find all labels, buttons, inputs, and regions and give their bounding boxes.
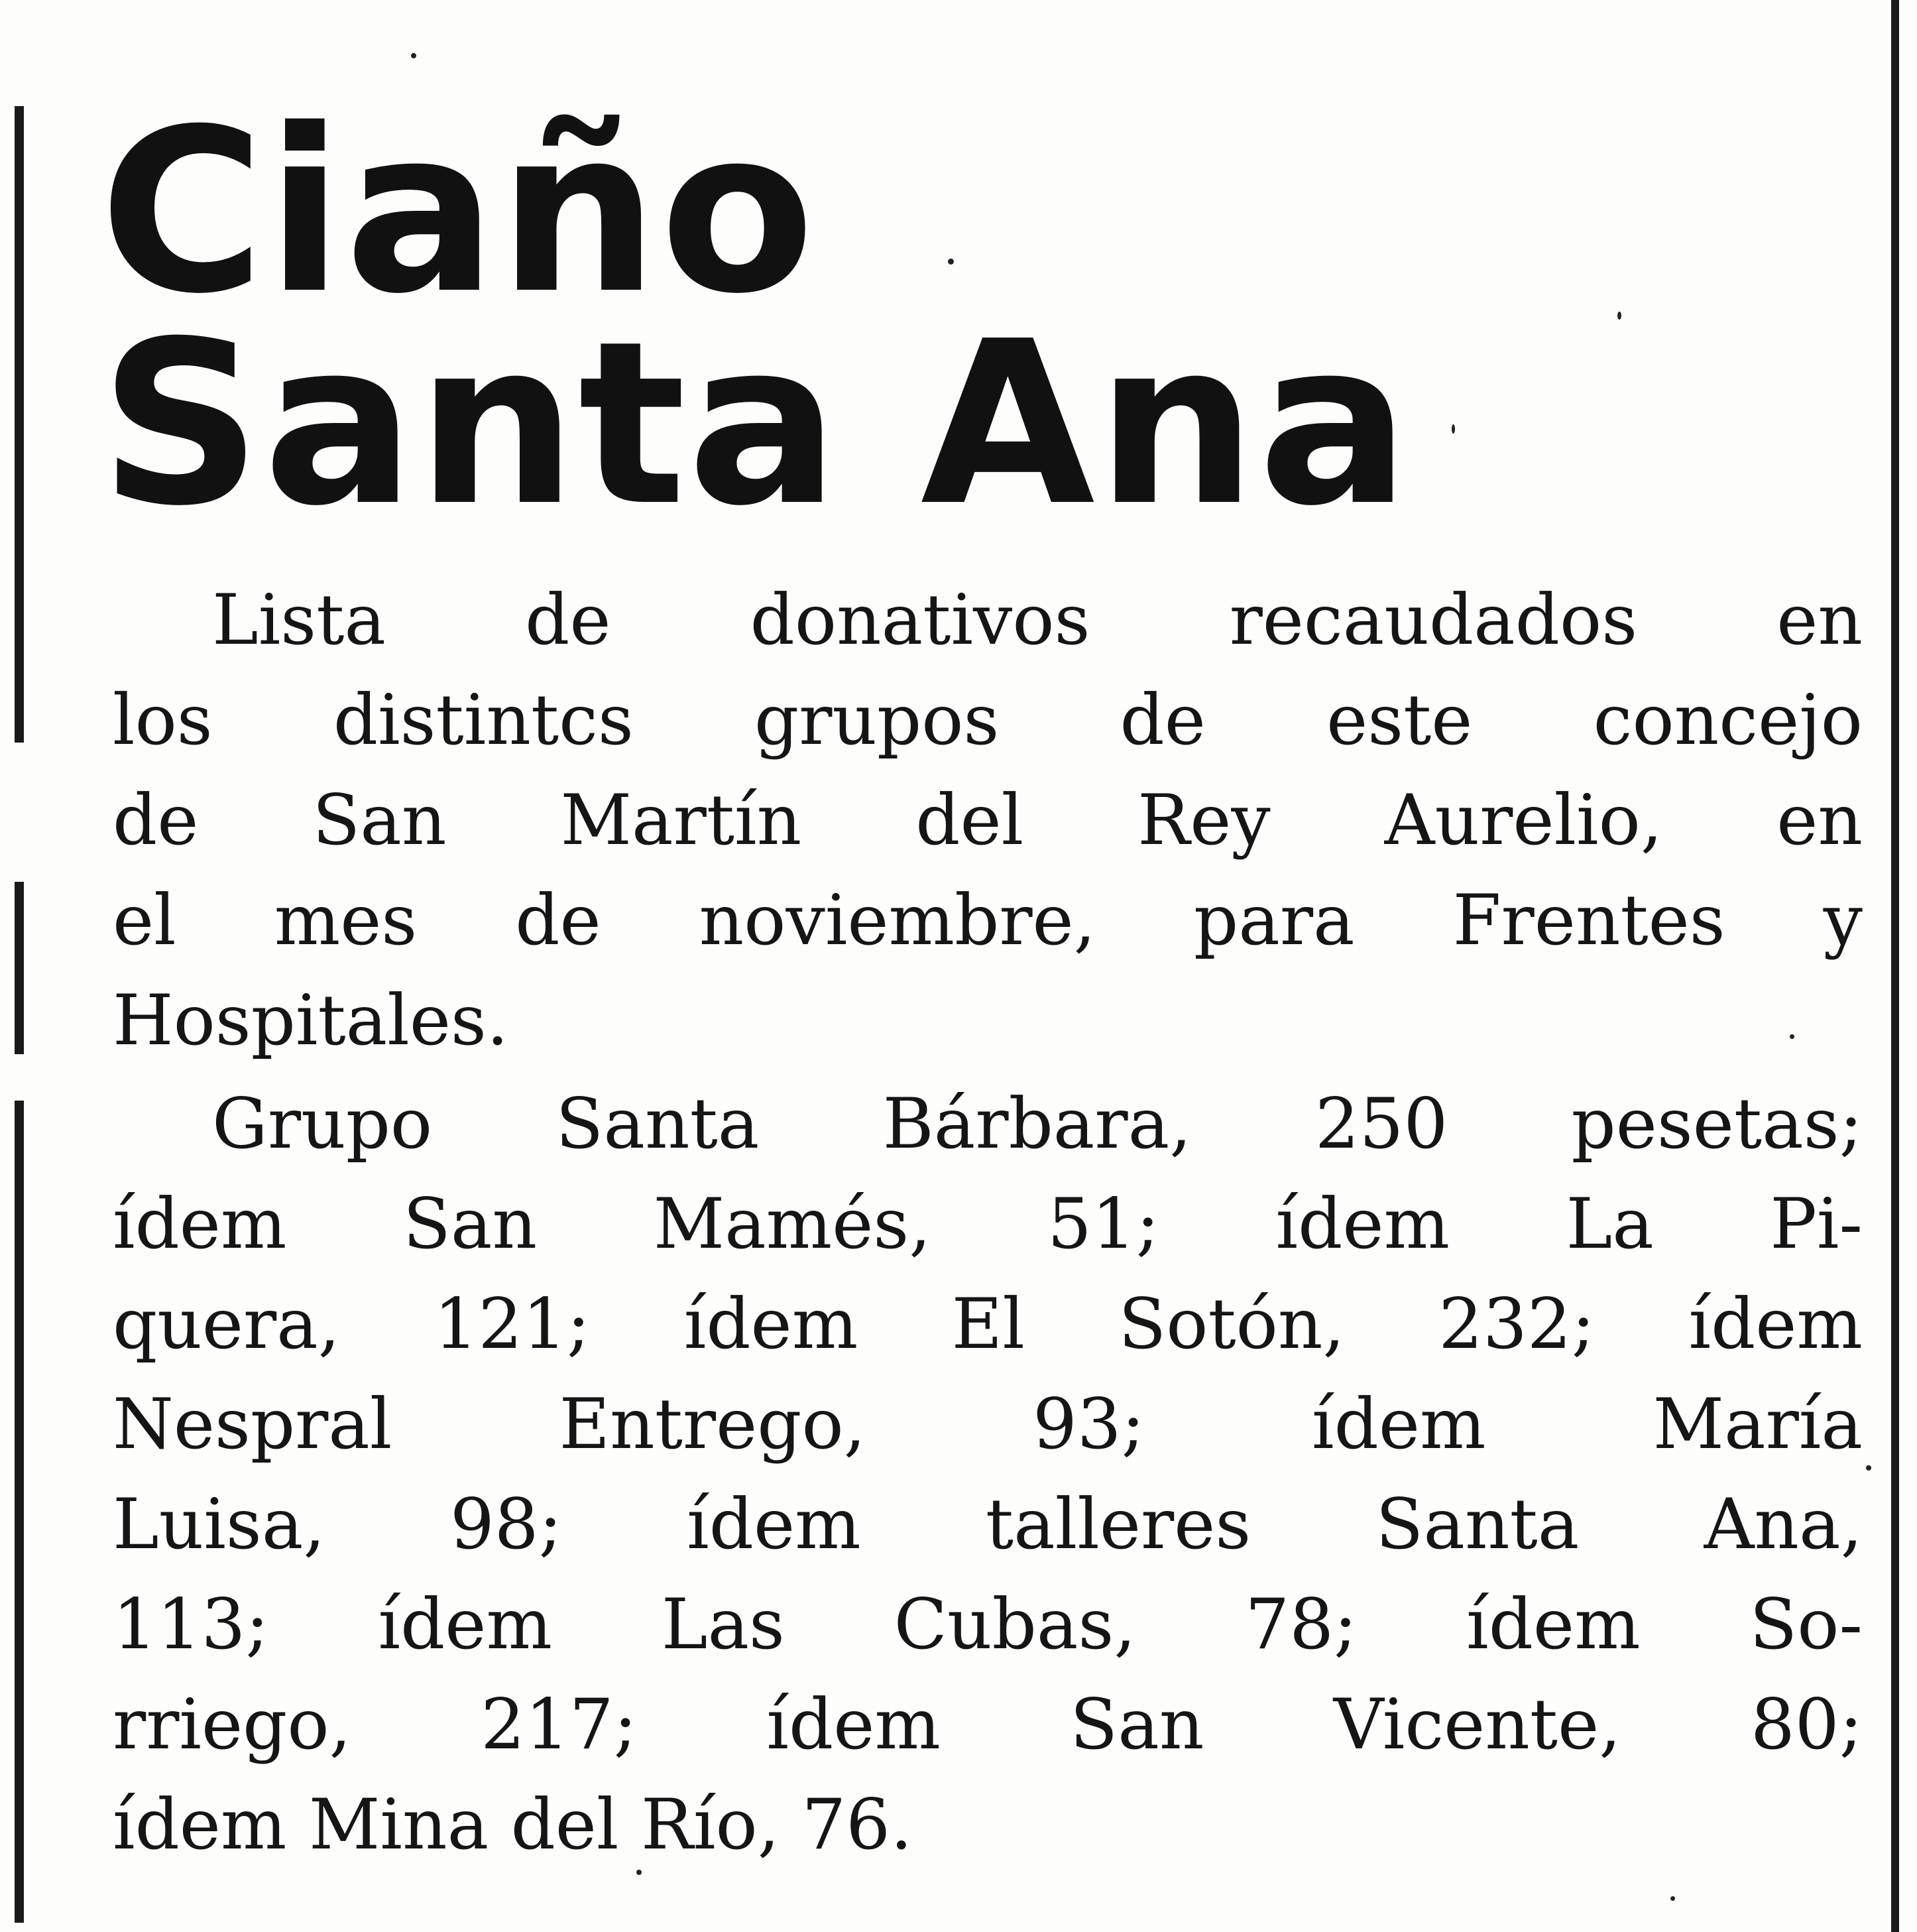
print-speck [411,53,416,58]
print-speck [1452,424,1455,434]
text-line: Lista de donativos recaudados en [212,579,1863,660]
text-line: Luisa, 98; ídem talleres Santa Ana, [113,1484,1863,1565]
text-line: Hospitales. [113,980,509,1061]
right-column-rule [1891,0,1899,1932]
text-line: ídem Mina del Río, 76. [113,1784,913,1865]
text-line: rriego, 217; ídem San Vicente, 80; [113,1684,1863,1765]
left-column-rule [15,882,24,1054]
print-speck [1617,312,1621,320]
left-column-rule [15,106,24,743]
headline-line-2: Santa Ana [99,293,1412,556]
print-speck [948,259,954,265]
left-column-rule [15,1101,24,1923]
text-line: quera, 121; ídem El Sotón, 232; ídem [113,1284,1863,1364]
text-line: 113; ídem Las Cubas, 78; ídem So- [113,1584,1863,1665]
print-speck [1866,1465,1871,1471]
headline-line-1: Ciaño [99,81,817,343]
intro-paragraph [113,570,1863,1071]
donations-paragraph [113,1074,1863,1875]
text-line: de San Martín del Rey Aurelio, en [113,780,1863,861]
print-speck [1790,1034,1794,1039]
text-line: el mes de noviembre, para Frentes y [113,880,1863,961]
text-line: ídem San Mamés, 51; ídem La Pi- [113,1183,1863,1264]
text-line: Nespral Entrego, 93; ídem María [113,1384,1863,1465]
print-speck [1670,1896,1675,1901]
text-line: los distintcs grupos de este concejo [113,680,1863,760]
print-speck [636,1870,642,1875]
text-line: Grupo Santa Bárbara, 250 pesetas; [212,1083,1863,1164]
